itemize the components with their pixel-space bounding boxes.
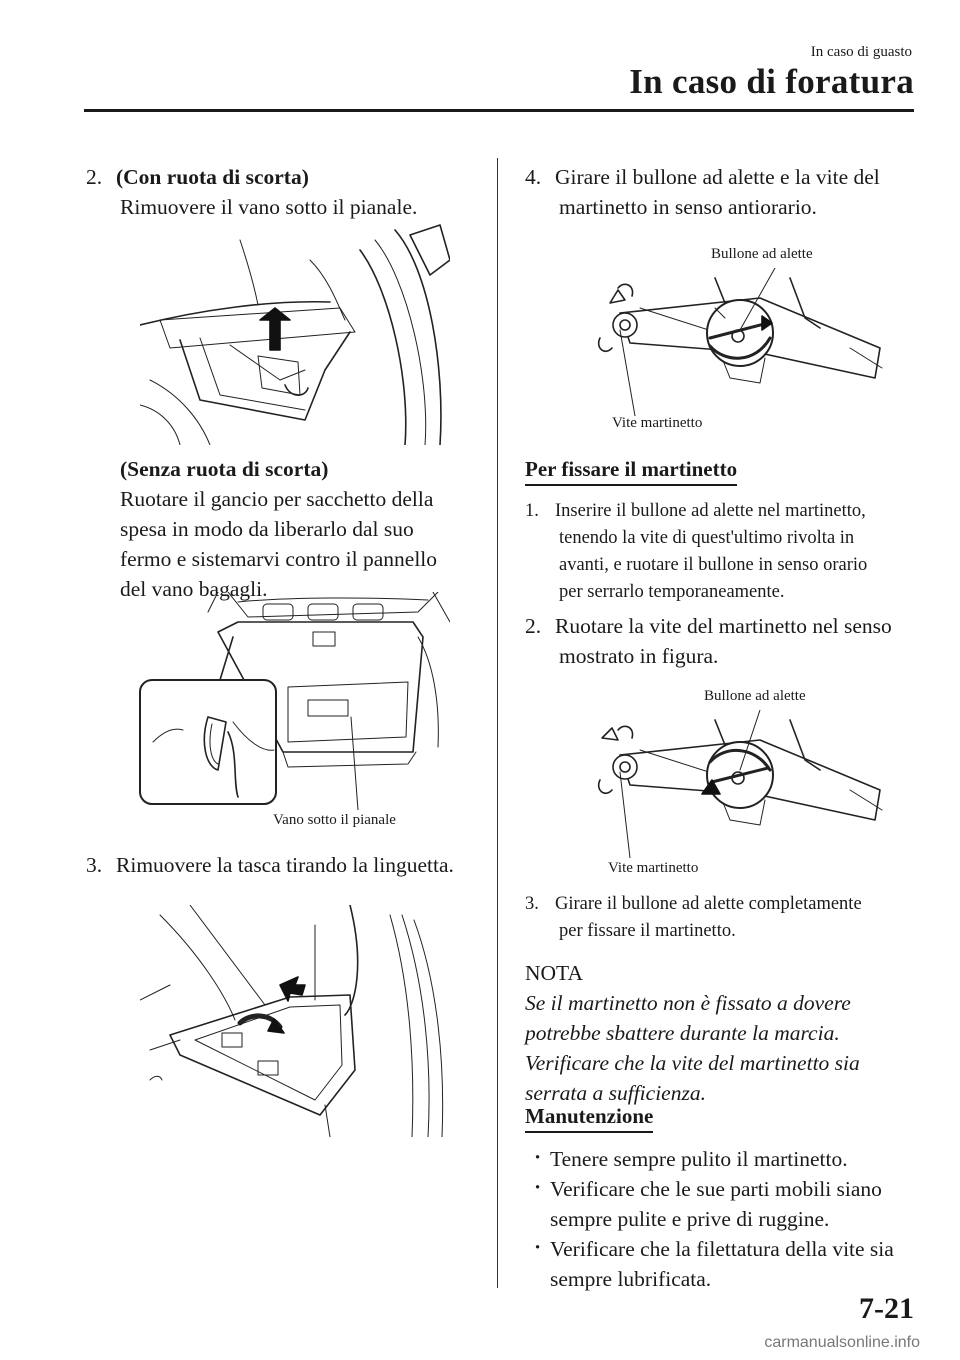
section-label: In caso di guasto: [810, 44, 912, 60]
step-2-heading: (Con ruota di scorta): [116, 165, 309, 189]
step-number: 3.: [86, 853, 103, 877]
step-2: [86, 162, 486, 222]
figure-jack-tighten: [590, 710, 885, 858]
figure-underfloor-box-spare: [140, 220, 450, 445]
page-number: 7-21: [859, 1292, 914, 1325]
nota-line: potrebbe sbattere durante la marcia.: [525, 1021, 840, 1045]
watermark: carmanualsonline.info: [764, 1334, 920, 1351]
list-item: · Tenere sempre pulito il martinetto.: [530, 1144, 930, 1174]
figure-5-label-wing-bolt: Bullone ad alette: [704, 688, 806, 704]
step-3-text: Rimuovere la tasca tirando la linguetta.: [116, 853, 454, 877]
fix-1-line: Inserire il bullone ad alette nel martinetto,: [555, 501, 866, 521]
column-divider: [497, 158, 498, 1288]
header-divider: [84, 109, 914, 112]
figure-4-label-jack-screw: Vite martinetto: [612, 415, 703, 431]
step-2-text: Rimuovere il vano sotto il pianale.: [120, 195, 418, 219]
figure-5-label-jack-screw: Vite martinetto: [608, 860, 699, 876]
list-item-continuation: sempre lubrificata.: [550, 1267, 712, 1291]
no-spare-line: Ruotare il gancio per sacchetto della: [120, 487, 434, 511]
fix-1-line: avanti, e ruotare il bullone in senso orario: [559, 555, 868, 575]
step-3: [86, 850, 486, 880]
fix-2-line: Ruotare la vite del martinetto nel senso: [555, 614, 892, 638]
step-number: 3.: [525, 894, 539, 914]
fix-step-2: [525, 611, 925, 671]
nota-label: NOTA: [525, 961, 583, 985]
nota-line: Verificare che la vite del martinetto sia: [525, 1051, 860, 1075]
list-item-continuation: sempre pulite e prive di ruggine.: [550, 1207, 830, 1231]
nota-line: Se il martinetto non è fissato a dovere: [525, 991, 851, 1015]
fix-step-1: [525, 498, 925, 606]
no-spare-block: [120, 454, 490, 604]
fix-3-line: per fissare il martinetto.: [559, 921, 736, 941]
fix-heading: Per fissare il martinetto: [525, 457, 737, 486]
list-item: · Verificare che la filettatura della vite sia: [530, 1234, 930, 1264]
fix-1-line: per serrarlo temporaneamente.: [559, 582, 785, 602]
step-number: 1.: [525, 501, 539, 521]
step-4-line: Girare il bullone ad alette e la vite del: [555, 165, 880, 189]
figure-4-label-wing-bolt: Bullone ad alette: [711, 246, 813, 262]
no-spare-line: spesa in modo da liberarlo dal suo: [120, 517, 414, 541]
fix-3-line: Girare il bullone ad alette completamente: [555, 894, 862, 914]
figure-remove-pocket: [140, 905, 452, 1137]
page-title: In caso di foratura: [629, 62, 914, 101]
step-number: 4.: [525, 165, 542, 189]
figure-2-caption: Vano sotto il pianale: [273, 812, 396, 828]
no-spare-heading: (Senza ruota di scorta): [120, 457, 329, 481]
list-item: · Verificare che le sue parti mobili siano: [530, 1174, 930, 1204]
step-number: 2.: [86, 165, 103, 189]
no-spare-line: fermo e sistemarvi contro il pannello: [120, 547, 438, 571]
no-spare-line: del vano bagagli.: [120, 577, 268, 601]
figure-luggage-compartment: [138, 592, 450, 810]
maintenance-list: [530, 1144, 930, 1294]
fix-2-line: mostrato in figura.: [559, 644, 719, 668]
fix-1-line: tenendo la vite di quest'ultimo rivolta in: [559, 528, 855, 548]
figure-jack-loosen: [590, 268, 885, 416]
step-4: [525, 162, 925, 222]
fix-step-3: [525, 891, 925, 945]
nota-block: [525, 958, 925, 1108]
step-number: 2.: [525, 614, 542, 638]
nota-line: serrata a sufficienza.: [525, 1081, 706, 1105]
step-4-line: martinetto in senso antiorario.: [559, 195, 817, 219]
maintenance-heading: Manutenzione: [525, 1104, 653, 1133]
